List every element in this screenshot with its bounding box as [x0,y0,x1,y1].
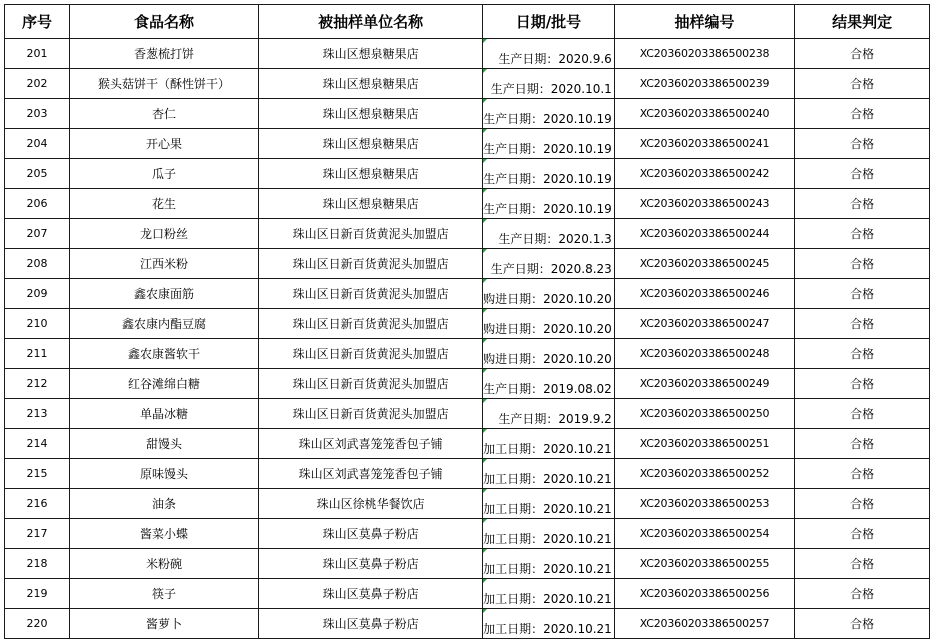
cell-sampled-unit: 珠山区日新百货黄泥头加盟店 [259,279,483,309]
table-row [5,399,930,429]
cell-date-batch: 购进日期：2020.10.20 [483,339,615,369]
cell-date-batch: 生产日期：2019.08.02 [483,369,615,399]
cell-food-name: 花生 [69,189,258,219]
cell-sampled-unit: 珠山区莫鼻子粉店 [259,549,483,579]
cell-result: 合格 [795,39,930,69]
table-row [5,579,930,609]
cell-sampled-unit: 珠山区日新百货黄泥头加盟店 [259,219,483,249]
cell-result: 合格 [795,399,930,429]
header-row [5,5,930,39]
cell-sampled-unit: 珠山区想泉糖果店 [259,159,483,189]
cell-sample-code: XC20360203386500244 [614,219,794,249]
cell-food-name: 瓜子 [69,159,258,189]
cell-result: 合格 [795,459,930,489]
cell-sample-code: XC20360203386500246 [614,279,794,309]
cell-sampled-unit: 珠山区莫鼻子粉店 [259,579,483,609]
header-serial-number: 序号 [5,5,70,39]
cell-sampled-unit: 珠山区想泉糖果店 [259,69,483,99]
cell-serial-number: 210 [5,309,70,339]
cell-result: 合格 [795,519,930,549]
cell-date-batch: 加工日期：2020.10.21 [483,549,615,579]
cell-food-name: 甜馒头 [69,429,258,459]
cell-serial-number: 208 [5,249,70,279]
cell-sample-code: XC20360203386500256 [614,579,794,609]
cell-sample-code: XC20360203386500242 [614,159,794,189]
cell-sampled-unit: 珠山区想泉糖果店 [259,189,483,219]
cell-date-batch: 生产日期：2020.10.19 [483,129,615,159]
cell-sample-code: XC20360203386500243 [614,189,794,219]
header-result: 结果判定 [795,5,930,39]
table-row [5,279,930,309]
cell-date-batch: 购进日期：2020.10.20 [483,279,615,309]
cell-sample-code: XC20360203386500240 [614,99,794,129]
cell-sampled-unit: 珠山区刘武喜笼笼香包子铺 [259,459,483,489]
cell-serial-number: 217 [5,519,70,549]
cell-result: 合格 [795,249,930,279]
cell-food-name: 鑫农康酱软干 [69,339,258,369]
cell-serial-number: 211 [5,339,70,369]
cell-sample-code: XC20360203386500252 [614,459,794,489]
cell-sampled-unit: 珠山区莫鼻子粉店 [259,609,483,639]
header-sampled-unit: 被抽样单位名称 [259,5,483,39]
header-food-name: 食品名称 [69,5,258,39]
cell-serial-number: 209 [5,279,70,309]
cell-serial-number: 216 [5,489,70,519]
cell-sample-code: XC20360203386500250 [614,399,794,429]
cell-sampled-unit: 珠山区日新百货黄泥头加盟店 [259,399,483,429]
sampling-results-table [4,4,930,639]
cell-result: 合格 [795,609,930,639]
cell-sampled-unit: 珠山区徐桃华餐饮店 [259,489,483,519]
cell-sampled-unit: 珠山区日新百货黄泥头加盟店 [259,309,483,339]
cell-result: 合格 [795,579,930,609]
cell-result: 合格 [795,189,930,219]
cell-serial-number: 213 [5,399,70,429]
cell-sample-code: XC20360203386500238 [614,39,794,69]
cell-result: 合格 [795,69,930,99]
cell-food-name: 江西米粉 [69,249,258,279]
cell-result: 合格 [795,429,930,459]
table-row [5,39,930,69]
cell-date-batch: 生产日期：2020.10.19 [483,99,615,129]
cell-result: 合格 [795,309,930,339]
cell-serial-number: 204 [5,129,70,159]
cell-sample-code: XC20360203386500251 [614,429,794,459]
cell-result: 合格 [795,159,930,189]
cell-sample-code: XC20360203386500245 [614,249,794,279]
table-row [5,429,930,459]
cell-sampled-unit: 珠山区刘武喜笼笼香包子铺 [259,429,483,459]
cell-food-name: 鑫农康内酯豆腐 [69,309,258,339]
cell-result: 合格 [795,219,930,249]
cell-serial-number: 220 [5,609,70,639]
cell-food-name: 原味馒头 [69,459,258,489]
cell-serial-number: 218 [5,549,70,579]
cell-date-batch: 生产日期：2019.9.2 [483,399,615,429]
cell-serial-number: 207 [5,219,70,249]
cell-sampled-unit: 珠山区日新百货黄泥头加盟店 [259,249,483,279]
cell-date-batch: 生产日期：2020.10.19 [483,189,615,219]
cell-food-name: 红谷滩绵白糖 [69,369,258,399]
cell-food-name: 酱萝卜 [69,609,258,639]
cell-result: 合格 [795,549,930,579]
table-row [5,369,930,399]
table-row [5,249,930,279]
cell-serial-number: 214 [5,429,70,459]
table-row [5,129,930,159]
cell-sample-code: XC20360203386500255 [614,549,794,579]
table-row [5,459,930,489]
cell-food-name: 酱菜小蝶 [69,519,258,549]
cell-date-batch: 加工日期：2020.10.21 [483,579,615,609]
cell-serial-number: 205 [5,159,70,189]
cell-food-name: 杏仁 [69,99,258,129]
cell-date-batch: 加工日期：2020.10.21 [483,609,615,639]
cell-result: 合格 [795,369,930,399]
cell-serial-number: 212 [5,369,70,399]
table-row [5,309,930,339]
cell-sample-code: XC20360203386500239 [614,69,794,99]
header-date-batch: 日期/批号 [483,5,615,39]
table-row [5,519,930,549]
cell-serial-number: 215 [5,459,70,489]
cell-sampled-unit: 珠山区想泉糖果店 [259,129,483,159]
table-row [5,99,930,129]
table-row [5,489,930,519]
table-row [5,609,930,639]
cell-sampled-unit: 珠山区莫鼻子粉店 [259,519,483,549]
cell-sampled-unit: 珠山区想泉糖果店 [259,39,483,69]
cell-food-name: 油条 [69,489,258,519]
table-row [5,189,930,219]
cell-sample-code: XC20360203386500253 [614,489,794,519]
cell-result: 合格 [795,489,930,519]
cell-food-name: 鑫农康面筋 [69,279,258,309]
cell-date-batch: 生产日期：2020.1.3 [483,219,615,249]
cell-sample-code: XC20360203386500249 [614,369,794,399]
cell-result: 合格 [795,279,930,309]
cell-date-batch: 生产日期：2020.10.19 [483,159,615,189]
cell-date-batch: 生产日期：2020.10.1 [483,69,615,99]
cell-sample-code: XC20360203386500241 [614,129,794,159]
cell-sampled-unit: 珠山区日新百货黄泥头加盟店 [259,339,483,369]
cell-date-batch: 加工日期：2020.10.21 [483,519,615,549]
cell-food-name: 龙口粉丝 [69,219,258,249]
cell-serial-number: 202 [5,69,70,99]
table-row [5,69,930,99]
header-sample-code: 抽样编号 [614,5,794,39]
cell-result: 合格 [795,99,930,129]
cell-date-batch: 加工日期：2020.10.21 [483,459,615,489]
table-row [5,339,930,369]
cell-sample-code: XC20360203386500254 [614,519,794,549]
cell-food-name: 香葱梳打饼 [69,39,258,69]
cell-food-name: 筷子 [69,579,258,609]
cell-serial-number: 206 [5,189,70,219]
table-body [5,39,930,639]
cell-serial-number: 219 [5,579,70,609]
cell-food-name: 猴头菇饼干（酥性饼干） [69,69,258,99]
cell-sample-code: XC20360203386500248 [614,339,794,369]
table-row [5,219,930,249]
cell-date-batch: 生产日期：2020.9.6 [483,39,615,69]
cell-serial-number: 203 [5,99,70,129]
table-row [5,549,930,579]
table-row [5,159,930,189]
cell-result: 合格 [795,129,930,159]
cell-result: 合格 [795,339,930,369]
cell-food-name: 米粉碗 [69,549,258,579]
cell-sample-code: XC20360203386500247 [614,309,794,339]
cell-date-batch: 购进日期：2020.10.20 [483,309,615,339]
cell-sampled-unit: 珠山区想泉糖果店 [259,99,483,129]
cell-date-batch: 加工日期：2020.10.21 [483,489,615,519]
cell-food-name: 开心果 [69,129,258,159]
cell-food-name: 单晶冰糖 [69,399,258,429]
cell-date-batch: 加工日期：2020.10.21 [483,429,615,459]
cell-serial-number: 201 [5,39,70,69]
cell-date-batch: 生产日期：2020.8.23 [483,249,615,279]
cell-sample-code: XC20360203386500257 [614,609,794,639]
cell-sampled-unit: 珠山区日新百货黄泥头加盟店 [259,369,483,399]
